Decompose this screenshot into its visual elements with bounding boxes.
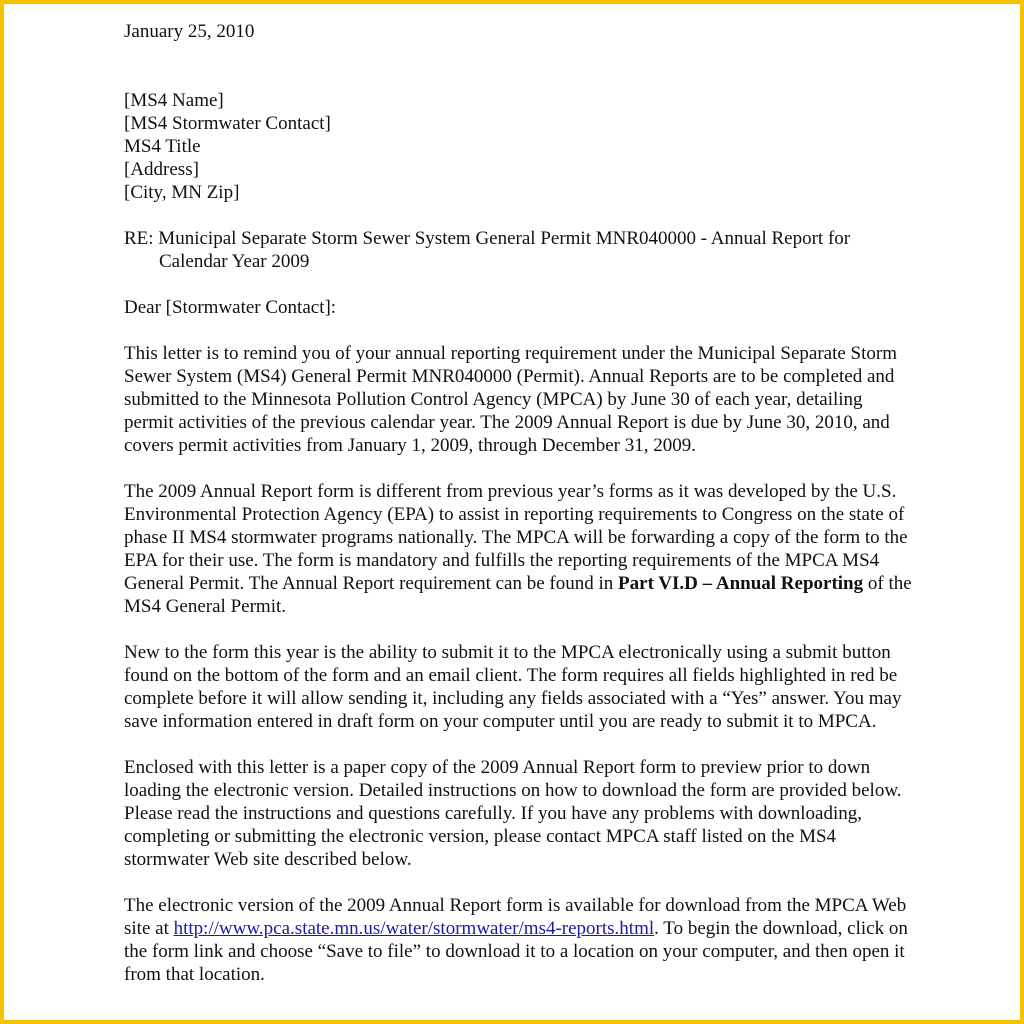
paragraph-reporting-requirement: This letter is to remind you of your annual reporting requirement under the Municipal Separate Storm Sewer System (MS4) General Permit MNR040000 (Permit). Annual Reports are to be completed and submitted to the Minnesota Pollution Control Agency (MPCA) by June 30 of each year, detailing permit activities of the previous calendar year. The 2009 Annual Report is due by June 30, 2010, and covers permit activities from January 1, 2009, through December 31, 2009. <box>124 343 897 456</box>
salutation: Dear [Stormwater Contact]: <box>124 297 337 318</box>
address-line-contact: [MS4 Stormwater Contact] <box>124 113 331 134</box>
address-line-ms4-name: [MS4 Name] <box>124 90 224 111</box>
address-line-street: [Address] <box>124 159 199 180</box>
address-line-title: MS4 Title <box>124 136 201 157</box>
paragraph-text: . To begin the download, click on the form link and choose “Save to file” to download it to a location on your computer, and then open it from that location. <box>124 918 908 985</box>
bold-reference-part-vid: Part VI.D – Annual Reporting <box>618 573 864 594</box>
paragraph-download-instructions <box>124 894 914 986</box>
mpca-reports-link[interactable]: http://www.pca.state.mn.us/water/stormwater/ms4-reports.html <box>173 918 655 939</box>
paragraph-electronic-submission: New to the form this year is the ability to submit it to the MPCA electronically using a submit button found on the bottom of the form and an email client. The form requires all fields highlighted in red be complete before it will allow sending it, including any fields associated with a “Yes” answer. You may save information entered in draft form on your computer until you are ready to submit it to MPCA. <box>124 642 902 732</box>
letter-date: January 25, 2010 <box>124 21 255 42</box>
paragraph-enclosed-paper-copy: Enclosed with this letter is a paper copy of the 2009 Annual Report form to preview prior to down loading the electronic version. Detailed instructions on how to download the form are provided below. Please read the instructions and questions carefully. If you have any problems with downloading, completing or submitting the electronic version, please contact MPCA staff listed on the MS4 stormwater Web site described below. <box>124 757 902 870</box>
paragraph-text: The electronic version of the 2009 Annual Report form is available for download from the MPCA Web site at <box>124 895 907 939</box>
recipient-address-block <box>124 89 914 204</box>
subject-line: RE: Municipal Separate Storm Sewer System General Permit MNR040000 - Annual Report for Calendar Year 2009 <box>124 228 851 272</box>
address-line-city: [City, MN Zip] <box>124 182 240 203</box>
paragraph-text: The 2009 Annual Report form is different from previous year’s forms as it was developed by the U.S. Environmental Protection Agency (EPA) to assist in reporting requirements to Congress on the state of phase II MS4 stormwater programs nationally. The MPCA will be forwarding a copy of the form to the EPA for their use. The form is mandatory and fulfills the reporting requirements of the MPCA MS4 General Permit. The Annual Report requirement can be found in <box>124 481 908 594</box>
paragraph-form-differences <box>124 480 914 618</box>
paragraph-text: of the MS4 General Permit. <box>124 573 912 617</box>
letter-body <box>124 20 914 1009</box>
